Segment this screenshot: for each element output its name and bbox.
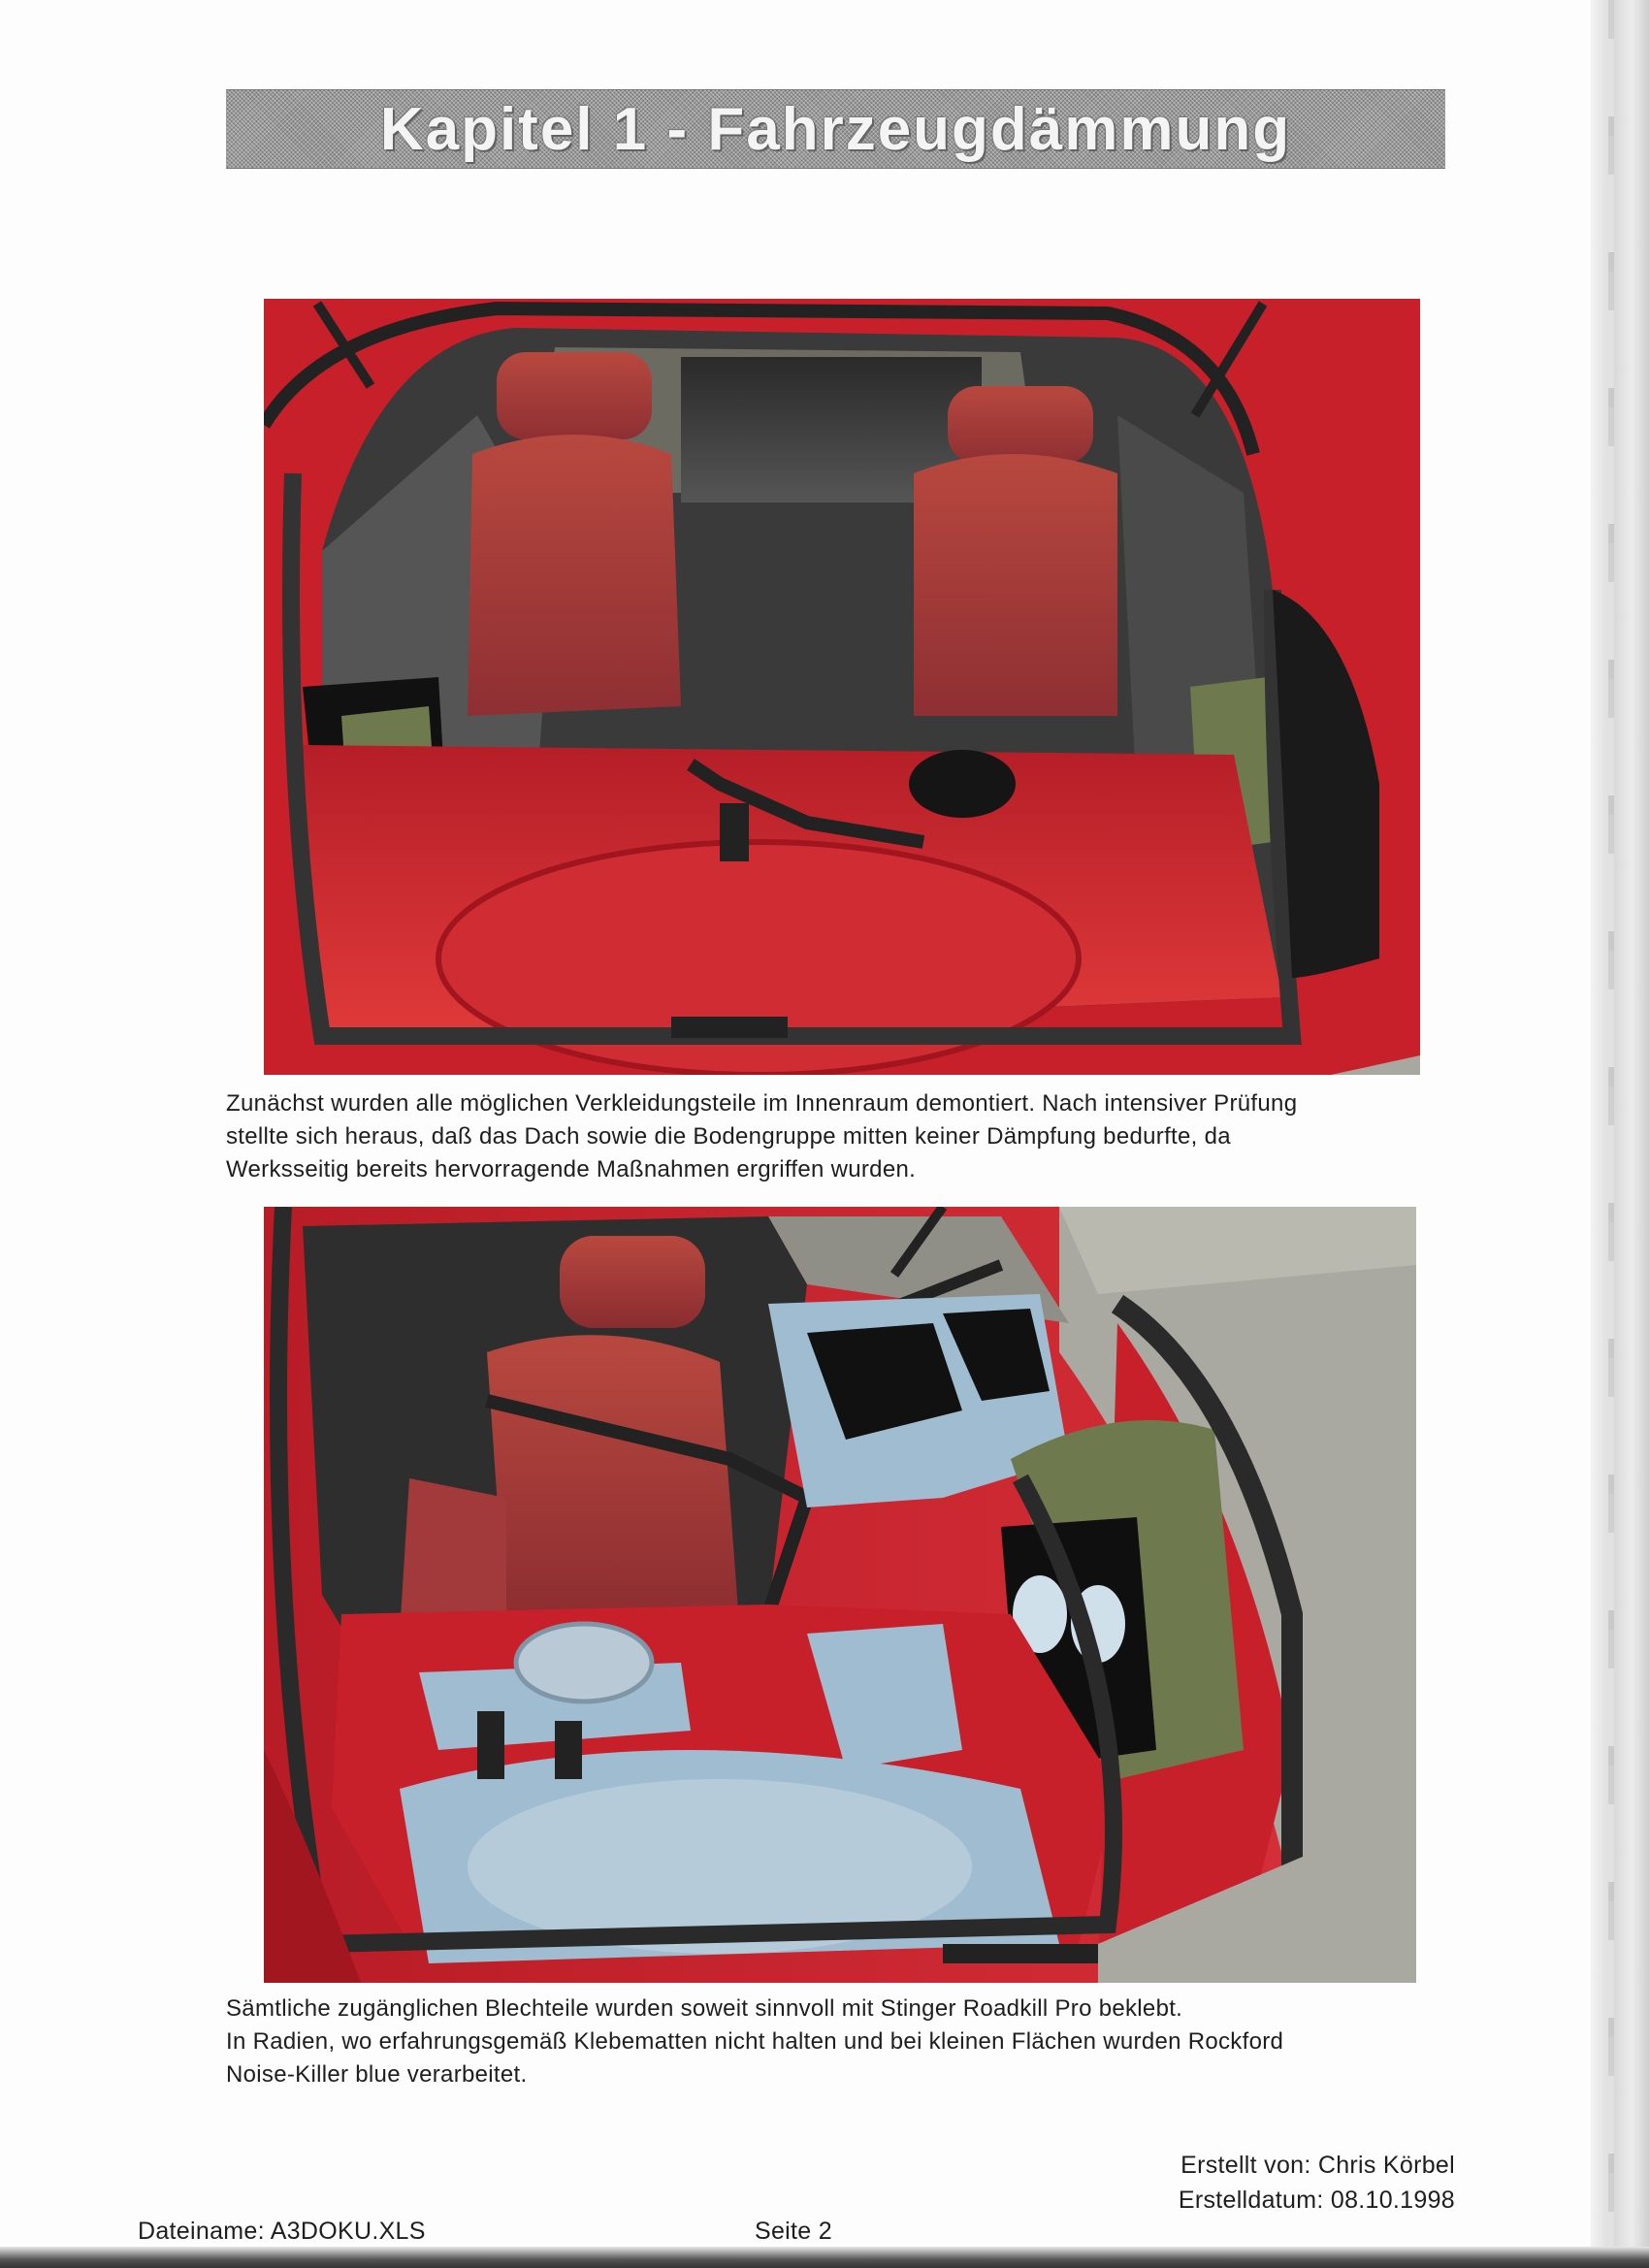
footer-page-number: Seite 2 [755,2218,832,2245]
photo-interior-stripped-drawing [264,299,1420,1075]
caption-line: Werksseitig bereits hervorragende Maßnahmen ergriffen wurden. [226,1156,917,1183]
caption-line: In Radien, wo erfahrungsgemäß Klebematten nicht halten und bei kleinen Flächen wurden Rockford [226,2028,1284,2055]
caption-line: Sämtliche zugänglichen Blechteile wurden soweit sinnvoll mit Stinger Roadkill Pro beklebt. [226,1995,1183,2022]
caption-line: stellte sich heraus, daß das Dach sowie die Bodengruppe mitten keiner Dämpfung bedurfte, da [226,1123,1231,1150]
photo-trunk-damping [264,1207,1416,1983]
scan-bottom-edge [0,2247,1649,2268]
photo-trunk-damping-drawing [264,1207,1416,1983]
footer-author: Erstellt von: Chris Körbel [1180,2152,1455,2179]
photo-interior-stripped [264,299,1420,1075]
scan-edge [1591,0,1649,2268]
caption-trunk-damping [226,1993,1487,2091]
chapter-title: Kapitel 1 - Fahrzeugdämmung [379,95,1292,163]
caption-interior-stripped [226,1087,1487,1186]
chapter-title-banner [226,89,1445,169]
footer-filename: Dateiname: A3DOKU.XLS [138,2218,426,2245]
caption-line: Zunächst wurden alle möglichen Verkleidungsteile im Innenraum demontiert. Nach intensiver Prüfung [226,1090,1298,1117]
footer-date: Erstelldatum: 08.10.1998 [1178,2187,1455,2214]
caption-line: Noise-Killer blue verarbeitet. [226,2061,528,2088]
footer-author-block [1154,2148,1455,2218]
